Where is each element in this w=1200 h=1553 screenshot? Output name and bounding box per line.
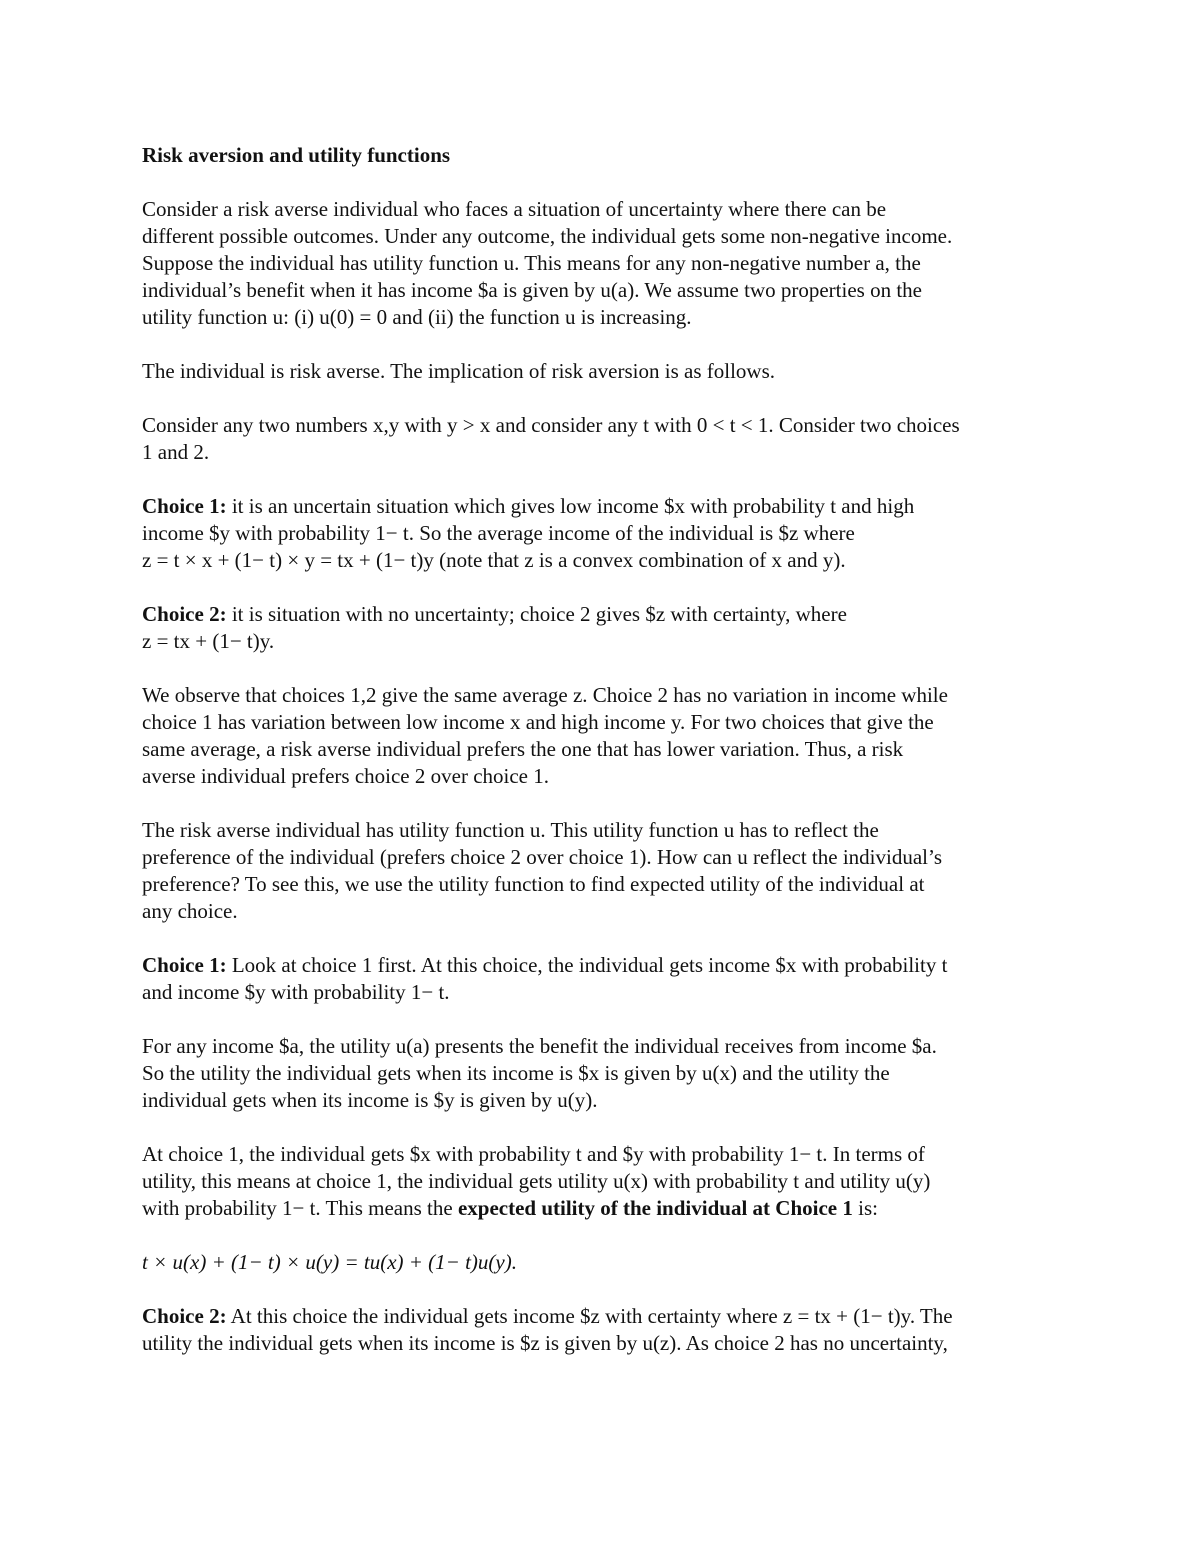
choice-1-look-label: Choice 1: [142,953,227,977]
expected-utility-text: At choice 1, the individual gets $x with probability t and $y with probability 1− t. In terms of utility, this means at choice 1, the individual gets utility u(x) with probability t and utility u(y) with probability 1− t. This means the [142,1142,931,1220]
document-body [142,142,1060,1384]
paragraph-choice-2-definition [142,601,1060,655]
paragraph-two-choices: Consider any two numbers x,y with y > x and consider any t with 0 < t < 1. Consider two choices 1 and 2. [142,413,960,464]
expected-utility-emphasis: expected utility of the individual at Choice 1 [457,1196,853,1220]
expected-utility-tail: is: [852,1196,878,1220]
choice-2-label: Choice 2: [142,602,227,626]
paragraph-intro: Consider a risk averse individual who faces a situation of uncertainty where there can be different possible outcomes. Under any outcome, the individual gets some non-negative income. Suppose the individual has utility function u. This means for any non-negative number a, the individual’s benefit when it has income $a is given by u(a). We assume two properties on the utility function u: (i) u(0) = 0 and (ii) the function u is increasing. [142,197,953,329]
paragraph-expected-utility-choice-1 [142,1141,1060,1222]
document-title: Risk aversion and utility functions [142,143,451,167]
choice-2-utility-label: Choice 2: [142,1304,227,1328]
choice-1-label: Choice 1: [142,494,227,518]
paragraph-choice-1-look [142,952,1060,1006]
paragraph-utility-of-income: For any income $a, the utility u(a) presents the benefit the individual receives from income $a. So the utility the individual gets when its income is $x is given by u(x) and the utility the individual gets when its income is $y is given by u(y). [142,1034,937,1112]
paragraph-utility-reflects-preference: The risk averse individual has utility function u. This utility function u has to reflect the preference of the individual (prefers choice 2 over choice 1). How can u reflect the individual’s preference? To see this, we use the utility function to find expected utility of the individual at any choice. [142,818,942,923]
choice-2-text: it is situation with no uncertainty; choice 2 gives $z with certainty, where z = tx + (1− t)y. [142,602,847,653]
choice-2-utility-text: At this choice the individual gets income $z with certainty where z = tx + (1− t)y. The utility the individual gets when its income is $z is given by u(z). As choice 2 has no uncertainty, [142,1304,953,1355]
paragraph-choice-1-definition [142,493,1060,574]
paragraph-choice-2-utility [142,1303,1060,1357]
choice-1-look-text: Look at choice 1 first. At this choice, the individual gets income $x with probability t and income $y with probability 1− t. [142,953,948,1004]
paragraph-risk-aversion: The individual is risk averse. The implication of risk aversion is as follows. [142,359,775,383]
choice-1-text: it is an uncertain situation which gives low income $x with probability t and high income $y with probability 1− t. So the average income of the individual is $z where z = t × x + (1− t) × y = tx + (1− t)y (note that z is a convex combination of x and y). [142,494,915,572]
equation-expected-utility: t × u(x) + (1− t) × u(y) = tu(x) + (1− t)u(y). [142,1250,517,1274]
paragraph-same-average: We observe that choices 1,2 give the same average z. Choice 2 has no variation in income while choice 1 has variation between low income x and high income y. For two choices that give the same average, a risk averse individual prefers the one that has lower variation. Thus, a risk averse individual prefers choice 2 over choice 1. [142,683,948,788]
